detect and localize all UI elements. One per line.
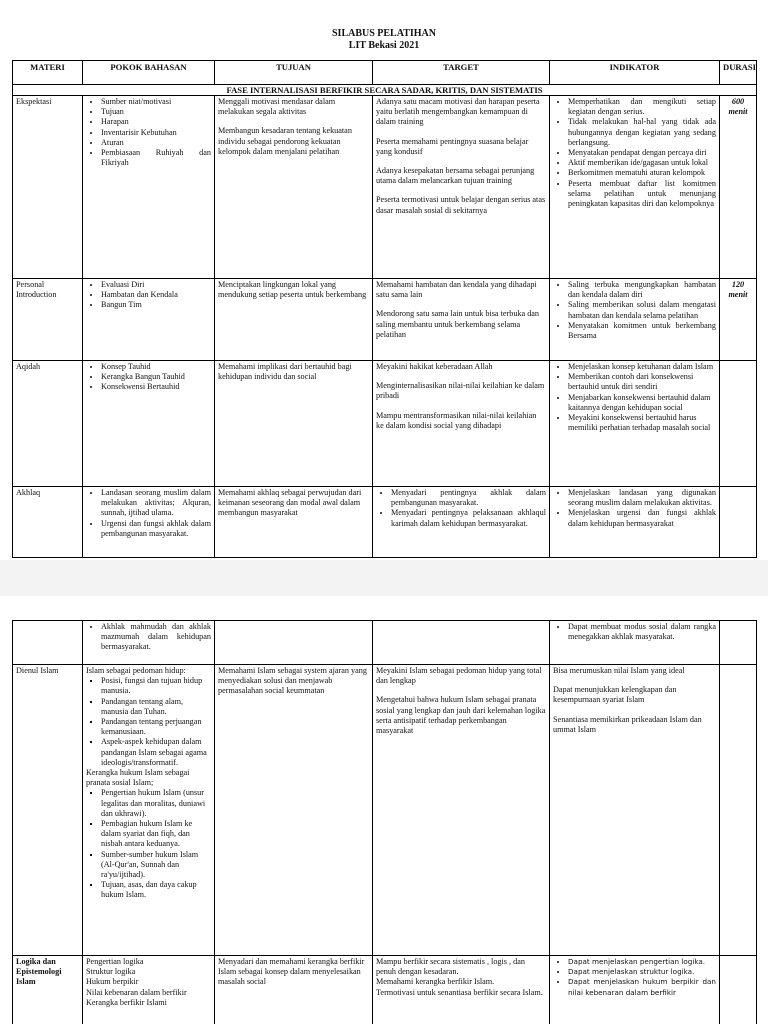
cell-indikator bbox=[550, 96, 720, 279]
paragraph: Menciptakan lingkungan lokal yang mendukung setiap peserta untuk berkembang bbox=[218, 280, 367, 300]
list-item: • Inventarisir Kebutuhan bbox=[101, 128, 211, 138]
cell-materi: Logika dan Epistemologi Islam bbox=[13, 956, 83, 1024]
cell-indikator bbox=[550, 956, 720, 1024]
paragraph: Peserta memahami pentingnya suasana belajar yang kondusif bbox=[376, 136, 529, 156]
column-header-durasi: DURASI bbox=[720, 61, 757, 85]
list-item: ▪ Pengertian hukum Islam (unsur legalitas dan moralitas, duniawi dan ukhrawi). bbox=[101, 788, 211, 819]
cell-materi bbox=[13, 621, 83, 665]
list-item: ▪ Tujuan, asas, dan daya cakup hukum Islam. bbox=[101, 880, 211, 900]
list-item: • Hambatan dan Kendala bbox=[101, 290, 211, 300]
paragraph: Meyakini hakikat keberadaan Allah bbox=[376, 362, 493, 371]
list-item: • Akhlak mahmudah dan akhlak mazmumah dalam kehidupan bermasyarakat. bbox=[101, 622, 211, 653]
list-item: • Memperhatikan dan mengikuti setiap kegiatan dengan serius. bbox=[568, 97, 716, 117]
list-item: • Dapat membuat modus sosial dalam rangka menegakkan akhlak masyarakat. bbox=[568, 622, 716, 642]
list-item: • Harapan bbox=[101, 117, 211, 127]
cell-materi: Personal Introduction bbox=[13, 279, 83, 361]
cell-pokok-bahasan bbox=[83, 956, 215, 1024]
list-item: • Konsep Tauhid bbox=[101, 362, 211, 372]
column-header-pokok-bahasan: POKOK BAHASAN bbox=[83, 61, 215, 85]
cell-pokok-bahasan bbox=[83, 487, 215, 558]
list-item: Pengertian logika bbox=[86, 957, 144, 966]
list-item: ▪ Pembagian hukum Islam ke dalam syariat dan fiqh, dan nisbah antara keduanya. bbox=[101, 819, 211, 850]
list-item: • Dapat menjelaskan hukum berpikir dan nilai kebenaran dalam berfikir bbox=[568, 977, 716, 997]
cell-indikator bbox=[550, 279, 720, 361]
list-item: ▪ Aspek-aspek kehidupan dalam pandangan Islam sebagai agama ideologis/transformatif. bbox=[101, 737, 211, 768]
syllabus-table-continued bbox=[12, 620, 757, 1024]
cell-durasi: 120 menit bbox=[720, 279, 757, 361]
list-item: • Berkomitmen mematuhi aturan kelompok bbox=[568, 168, 716, 178]
paragraph: Menginternalisasikan nilai-nilai keilahian ke dalam pribadi bbox=[376, 381, 545, 401]
table-row bbox=[13, 956, 757, 1024]
list-item: • Memberikan contoh dari konsekwensi bertauhid untuk diri sendiri bbox=[568, 372, 716, 392]
paragraph: Mendorong satu sama lain untuk bisa terbuka dan saling membantu untuk berkembang selama pelatihan bbox=[376, 309, 540, 339]
paragraph: Mampu berfikir secara sistematis , logis , dan penuh dengan kesadaran. bbox=[376, 957, 525, 977]
cell-pokok-bahasan bbox=[83, 665, 215, 956]
list-item: ▪ Pandangan tentang alam, manusia dan Tuhan. bbox=[101, 697, 211, 717]
table-row bbox=[13, 361, 757, 487]
cell-durasi bbox=[720, 956, 757, 1024]
paragraph: Senantiasa memikirkan prikeadaan Islam dan ummat Islam bbox=[553, 714, 702, 734]
paragraph: Memahami Islam sebagai system ajaran yang menyediakan solusi dan menjawab permasalahan social keummatan bbox=[218, 666, 367, 696]
paragraph: Dapat menunjukkan kelengkapan dan kesempurnaan syariat Islam bbox=[553, 685, 677, 705]
list-item: • Tujuan bbox=[101, 107, 211, 117]
cell-materi: Ekspektasi bbox=[13, 96, 83, 279]
list-item: • Menjelaskan urgensi dan fungsi akhlak dalam kehidupan bermasyarakat bbox=[568, 508, 716, 528]
cell-pokok-bahasan bbox=[83, 621, 215, 665]
paragraph: Mampu mentransformasikan nilai-nilai keilahian ke dalam kondisi social yang dihadapi bbox=[376, 410, 537, 430]
cell-target bbox=[373, 96, 550, 279]
column-header-indikator: INDIKATOR bbox=[550, 61, 720, 85]
list-item: ▪ Pandangan tentang perjuangan kemanusiaan. bbox=[101, 717, 211, 737]
list-item: • Urgensi dan fungsi akhlak dalam pembangunan masyarakat. bbox=[101, 519, 211, 539]
cell-pokok-bahasan bbox=[83, 96, 215, 279]
phase-row bbox=[13, 85, 757, 96]
paragraph: Mengetahui bahwa hukum Islam sebagai pranata sosial yang lengkap dan jauh dari kelemahan logika serta antisipatif terhadap perkembangan masyarakat bbox=[376, 695, 546, 736]
list-item: ▪ Posisi, fungsi dan tujuan hidup manusia. bbox=[101, 676, 211, 696]
cell-indikator bbox=[550, 361, 720, 487]
cell-tujuan bbox=[215, 956, 373, 1024]
paragraph: Memahami hambatan dan kendala yang dihadapi satu sama lain bbox=[376, 280, 537, 300]
paragraph: Memahami kerangka berfikir Islam. bbox=[376, 977, 495, 987]
cell-durasi bbox=[720, 665, 757, 956]
list-item: • Kerangka Bangun Tauhid bbox=[101, 372, 211, 382]
list-item: • Meyakini konsekwensi bertauhid harus memiliki perhatian terhadap masalah social bbox=[568, 413, 716, 433]
list-item: Struktur logika bbox=[86, 967, 136, 977]
list-item: • Evaluasi Diri bbox=[101, 280, 211, 290]
table-row bbox=[13, 279, 757, 361]
cell-target bbox=[373, 665, 550, 956]
list-item: • Menyadari pentingnya akhlak dalam pembangunan masyarakat. bbox=[391, 488, 546, 508]
list-item: • Menyatakan pendapat dengan percaya diri bbox=[568, 148, 716, 158]
list-item: • Aktif memberikan ide/gagasan untuk lokal bbox=[568, 158, 716, 168]
cell-tujuan bbox=[215, 279, 373, 361]
column-header-materi: MATERI bbox=[13, 61, 83, 85]
paragraph: Adanya satu macam motivasi dan harapan peserta yaitu berlatih mengembangkan kemampuan di dalam training bbox=[376, 97, 540, 127]
cell-materi: Aqidah bbox=[13, 361, 83, 487]
paragraph: Memahami akhlaq sebagai perwujudan dari keimanan seseorang dan modal awal dalam membangun masyarakat bbox=[218, 488, 362, 518]
column-header-target: TARGET bbox=[373, 61, 550, 85]
document-subtitle: LIT Bekasi 2021 bbox=[348, 40, 420, 51]
cell-pokok-bahasan bbox=[83, 361, 215, 487]
cell-durasi bbox=[720, 621, 757, 665]
list-item: • Menjelaskan landasan yang digunakan seorang muslim dalam melakukan aktivitas. bbox=[568, 488, 716, 508]
cell-materi: Akhlaq bbox=[13, 487, 83, 558]
document-page-2 bbox=[0, 596, 768, 1024]
phase-title: FASE INTERNALISASI BERFIKIR SECARA SADAR, KRITIS, DAN SISTEMATIS bbox=[13, 85, 757, 96]
cell-tujuan bbox=[215, 96, 373, 279]
cell-tujuan bbox=[215, 361, 373, 487]
paragraph: Adanya kesepakatan bersama sebagai perunjang utama dalam melancarkan tujuan training bbox=[376, 166, 535, 186]
cell-durasi: 600 menit bbox=[720, 96, 757, 279]
pokok-subheading: Kerangka hukum Islam sebagai pranata sosial Islam; bbox=[86, 768, 190, 788]
cell-tujuan bbox=[215, 665, 373, 956]
cell-target bbox=[373, 621, 550, 665]
list-item: • Tidak melakukan hal-hal yang tidak ada hubungannya dengan kegiatan yang sedang berlangsung. bbox=[568, 117, 716, 148]
list-item: Nilai kebenaran dalam berfikir bbox=[86, 987, 187, 997]
list-item: ▪ Sumber-sumber hukum Islam (Al-Qur'an, Sunnah dan ra'yu/ijtihad). bbox=[101, 850, 211, 881]
list-item: Kerangka berfikir Islami bbox=[86, 997, 167, 1007]
cell-materi: Dienul Islam bbox=[13, 665, 83, 956]
cell-target bbox=[373, 361, 550, 487]
paragraph: Peserta termotivasi untuk belajar dengan serius atas dasar masalah sosial di sekitarnya bbox=[376, 195, 546, 215]
cell-tujuan bbox=[215, 487, 373, 558]
paragraph: Termotivasi untuk senantiasa berfikir secara Islam. bbox=[376, 987, 543, 997]
pokok-intro: Islam sebagai pedoman hidup: bbox=[86, 666, 186, 675]
syllabus-table bbox=[12, 60, 757, 558]
table-row bbox=[13, 621, 757, 665]
paragraph: Membangun kesadaran tentang kekuatan individu sebagai pendorong kekuatan kelompok dalam menjalani pelatihan bbox=[218, 126, 352, 156]
list-item: • Saling terbuka mengungkapkan hambatan dan kendala dalam diri bbox=[568, 280, 716, 300]
paragraph: Meyakini Islam sebagai pedoman hidup yang total dan lengkap bbox=[376, 666, 542, 686]
paragraph: Memahami implikasi dari bertauhid bagi kehidupan individu dan social bbox=[218, 362, 352, 382]
table-header-row bbox=[13, 61, 757, 85]
cell-indikator bbox=[550, 487, 720, 558]
document-title: SILABUS PELATIHAN bbox=[331, 28, 436, 39]
list-item: • Aturan bbox=[101, 138, 211, 148]
cell-pokok-bahasan bbox=[83, 279, 215, 361]
cell-indikator bbox=[550, 665, 720, 956]
list-item: • Dapat menjelaskan struktur logika. bbox=[568, 967, 716, 977]
list-item: • Menyadari pentingnya pelaksanaan akhlaqul karimah dalam kehidupan bermasyarakat. bbox=[391, 508, 546, 528]
paragraph: Bisa merumuskan nilai Islam yang ideal bbox=[553, 666, 685, 675]
paragraph: Menggali motivasi mendasar dalam melakukan segala aktivitas bbox=[218, 97, 336, 117]
list-item: • Pembiasaan Ruhiyah dan Fikriyah bbox=[101, 148, 211, 168]
list-item: • Konsekwensi Bertauhid bbox=[101, 382, 211, 392]
cell-durasi bbox=[720, 487, 757, 558]
paragraph: Menyadari dan memahami kerangka berfikir Islam sebagai konsep dalam menyelesaikan masalah social bbox=[218, 957, 365, 987]
cell-target bbox=[373, 956, 550, 1024]
column-header-tujuan: TUJUAN bbox=[215, 61, 373, 85]
table-row bbox=[13, 487, 757, 558]
cell-target bbox=[373, 487, 550, 558]
list-item: • Menjabarkan konsekwensi bertauhid dalam kaitannya dengan kehidupan social bbox=[568, 393, 716, 413]
list-item: • Landasan seorang muslim dalam melakukan aktivitas; Alquran, sunnah, ijtihad ulama. bbox=[101, 488, 211, 519]
list-item: • Peserta membuat daftar list komitmen selama pelatihan untuk menunjang peningkatan kapasitas diri dan kelompoknya bbox=[568, 179, 716, 210]
list-item: • Menyatakan komitmen untuk berkembang Bersama bbox=[568, 321, 716, 341]
list-item: • Bangun Tim bbox=[101, 300, 211, 310]
list-item: • Saling memberikan solusi dalam mengatasi hambatan dan kendala selama pelatihan bbox=[568, 300, 716, 320]
cell-durasi bbox=[720, 361, 757, 487]
cell-tujuan bbox=[215, 621, 373, 665]
list-item: • Dapat menjelaskan pengertian logika. bbox=[568, 957, 716, 967]
table-row bbox=[13, 96, 757, 279]
cell-indikator bbox=[550, 621, 720, 665]
cell-target bbox=[373, 279, 550, 361]
table-row bbox=[13, 665, 757, 956]
list-item: Hukum berpikir bbox=[86, 977, 139, 987]
list-item: • Menjelaskan konsep ketuhanan dalam Islam bbox=[568, 362, 716, 372]
list-item: • Sumber niat/motivasi bbox=[101, 97, 211, 107]
